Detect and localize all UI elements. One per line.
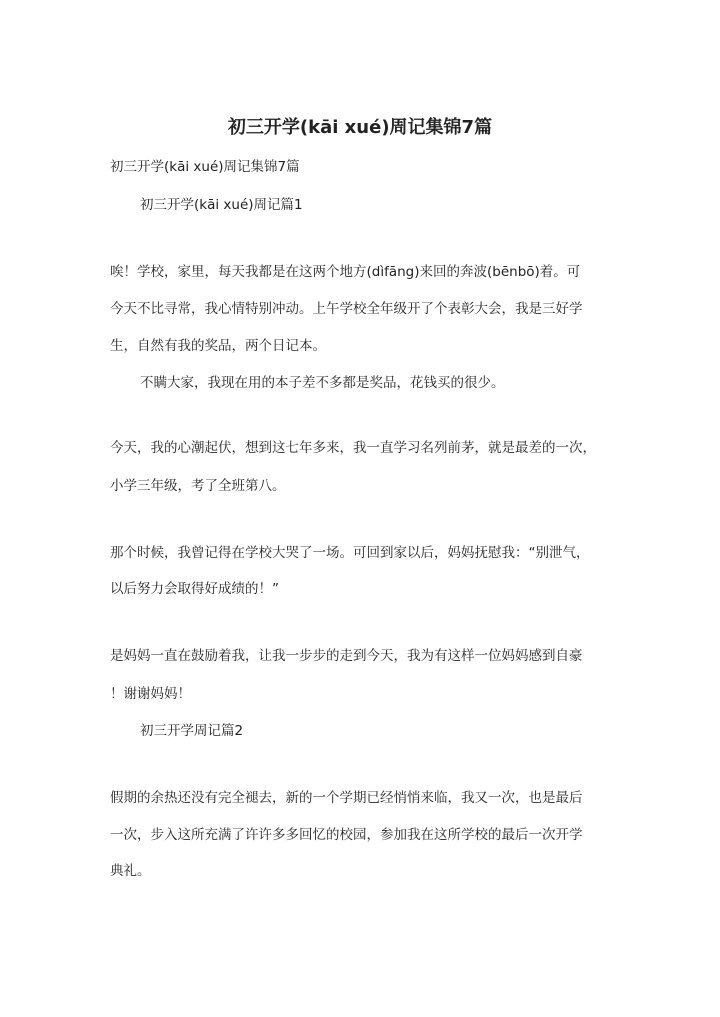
document-title: 初三开学(kāi xué)周记集锦7篇: [227, 117, 493, 138]
section-heading-1: 初三开学(kāi xué)周记篇1: [140, 197, 303, 213]
paragraph-line: ！谢谢妈妈！: [110, 686, 191, 702]
paragraph-line: 今天不比寻常，我心情特别冲动。上午学校全年级开了个表彰大会，我是三好学: [110, 301, 583, 317]
paragraph-line: 生，自然有我的奖品，两个日记本。: [110, 338, 326, 354]
section-heading-2: 初三开学周记篇2: [140, 723, 244, 739]
paragraph-line: 是妈妈一直在鼓励着我，让我一步步的走到今天，我为有这样一位妈妈感到自豪: [110, 648, 583, 664]
paragraph-line: 那个时候，我曾记得在学校大哭了一场。可回到家以后，妈妈抚慰我：“别泄气，: [110, 545, 590, 561]
paragraph-line: 典礼。: [110, 863, 151, 879]
paragraph-line: 假期的余热还没有完全褪去，新的一个学期已经悄悄来临，我又一次，也是最后: [110, 790, 583, 806]
subtitle-line: 初三开学(kāi xué)周记集锦7篇: [110, 159, 300, 175]
paragraph-line: 一次，步入这所充满了许许多多回忆的校园，参加我在这所学校的最后一次开学: [110, 827, 583, 843]
paragraph-line: 以后努力会取得好成绩的！”: [110, 581, 279, 597]
paragraph-line: 今天，我的心潮起伏，想到这七年多来，我一直学习名列前茅，就是最差的一次，: [110, 440, 596, 456]
paragraph-line: 唉！学校，家里，每天我都是在这两个地方(dìfāng)来回的奔波(bēnbō)着。可: [110, 264, 581, 280]
paragraph-line: 不瞒大家，我现在用的本子差不多都是奖品，花钱买的很少。: [140, 375, 505, 391]
paragraph-line: 小学三年级，考了全班第八。: [110, 478, 286, 494]
